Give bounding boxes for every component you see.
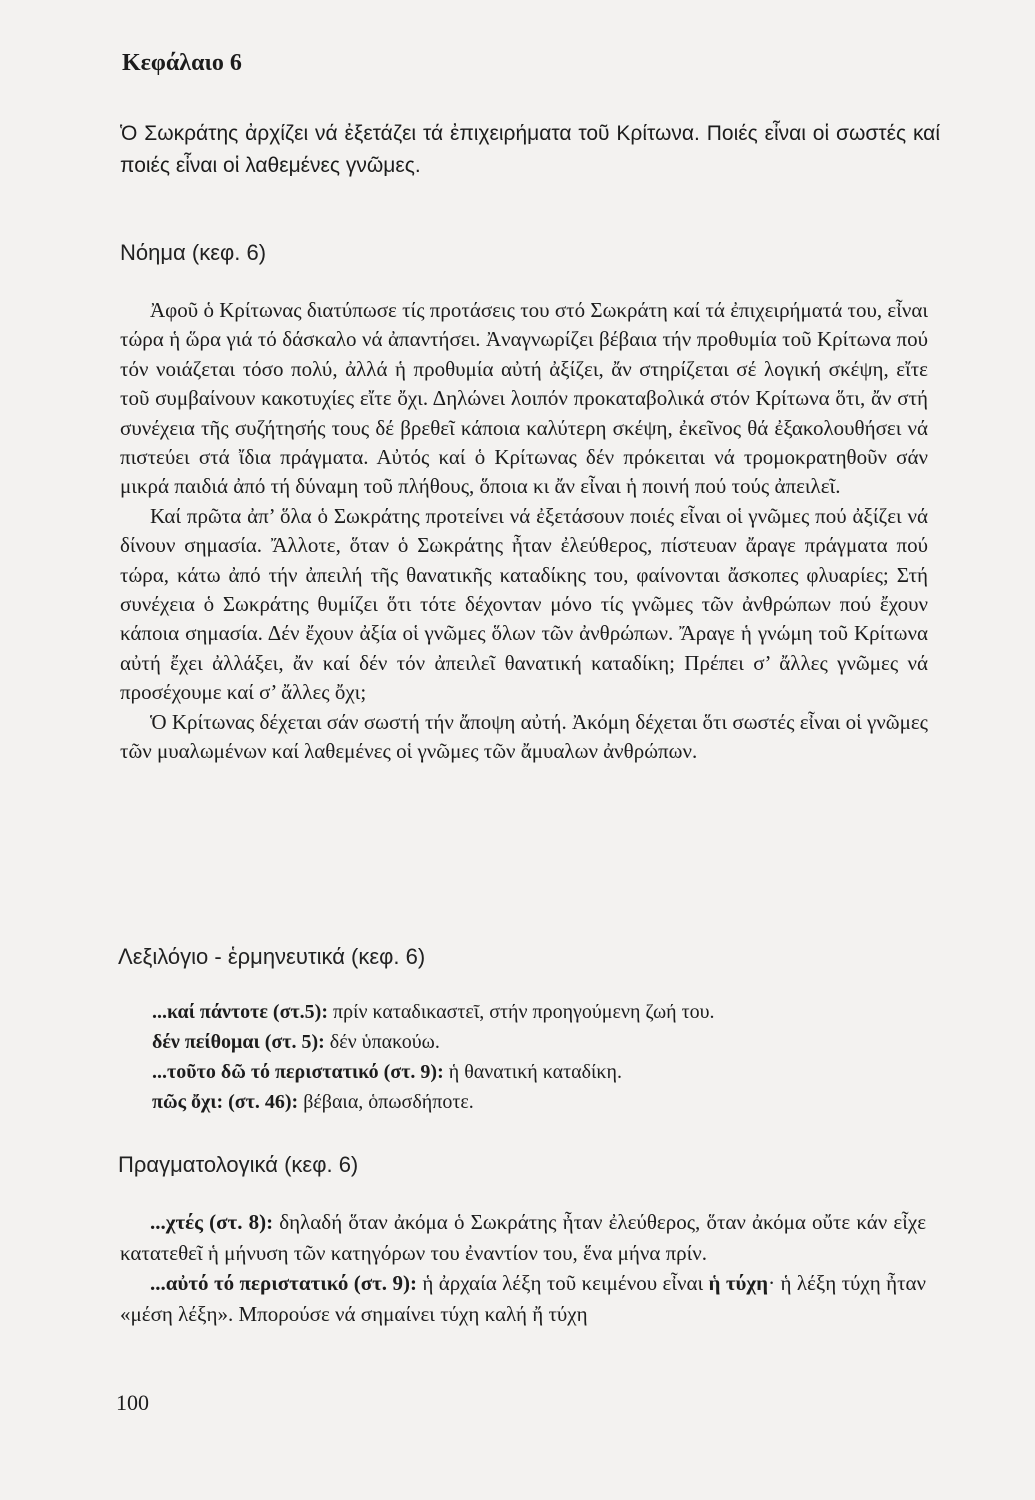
glossary-definition: βέβαια, ὁπωσδήποτε.	[303, 1091, 474, 1113]
glossary-term: ...καί πάντοτε (στ.5):	[152, 1001, 329, 1023]
facts-item	[120, 1268, 926, 1329]
glossary-term: πῶς ὄχι: (στ. 46):	[152, 1091, 299, 1113]
glossary-term: ...τοῦτο δῶ τό περιστατικό (στ. 9):	[152, 1061, 444, 1083]
facts-definition: δηλαδή ὅταν ἀκόμα ὁ Σωκράτης ἦταν ἐλεύθερος, ὅταν ἀκόμα οὔτε κάν εἶχε κατατεθεῖ ἡ μήνυση τῶν κατηγόρων του ἐναντίον του, ἕνα μήνα πρίν.	[120, 1210, 927, 1265]
facts-item	[120, 1207, 926, 1268]
meaning-paragraph: Ὁ Κρίτωνας δέχεται σάν σωστή τήν ἄποψη αὐτή. Ἀκόμη δέχεται ὅτι σωστές εἶναι οἱ γνῶμες τῶν μυαλωμένων καί λαθεμένες οἱ γνῶμες τῶν ἄμυαλων ἀνθρώπων.	[120, 709, 928, 764]
facts-continuation: · ἡ λέξη τύχη ἦταν «μέση λέξη». Μπορούσε νά σημαίνει τύχη καλή ἤ τύχη	[120, 1271, 927, 1326]
facts-term: ...αὐτό τό περιστατικό (στ. 9):	[150, 1271, 417, 1295]
facts-term: ...χτές (στ. 8):	[150, 1210, 274, 1234]
page-number: 100	[116, 1390, 149, 1415]
chapter-heading: Κεφάλαιο 6	[122, 50, 242, 76]
meaning-heading: Νόημα (κεφ. 6)	[120, 240, 267, 265]
facts-section	[120, 1207, 926, 1329]
meaning-paragraph: Καί πρῶτα ἀπ’ ὅλα ὁ Σωκράτης προτείνει νά ἐξετάσουν ποιές εἶναι οἱ γνῶμες πού ἀξίζει νά δίνουν σημασία. Ἄλλοτε, ὅταν ὁ Σωκράτης ἦταν ἐλεύθερος, πίστευαν ἄραγε πράγματα πού τώρα, κάτω ἀπό τήν ἀπειλή τῆς θανατικῆς καταδίκης του, φαίνονται ἄσκοπες φλυαρίες; Στή συνέχεια ὁ Σωκράτης θυμίζει ὅτι τότε δέχονταν μόνο τίς γνῶμες τῶν ἀνθρώπων πού ἔχουν κάποια σημασία. Δέν ἔχουν ἀξία οἱ γνῶμες ὅλων τῶν ἀνθρώπων. Ἄραγε ἡ γνώμη τοῦ Κρίτωνα αὐτή ἔχει ἀλλάξει, ἄν καί δέν τόν ἀπειλεῖ θανατική καταδίκη; Πρέπει σ’ ἄλλες γνῶμες νά προσέχουμε καί σ’ ἄλλες ὄχι;	[120, 503, 928, 705]
glossary-item	[152, 1027, 942, 1057]
facts-emphasis: ἡ τύχη	[708, 1271, 769, 1295]
chapter-summary: Ὁ Σωκράτης ἀρχίζει νά ἐξετάζει τά ἐπιχειρήματα τοῦ Κρίτωνα. Ποιές εἶναι οἱ σωστές καί ποιές εἶναι οἱ λαθεμένες γνῶμες.	[120, 122, 940, 177]
facts-definition: ἡ ἀρχαία λέξη τοῦ κειμένου εἶναι	[422, 1271, 704, 1295]
glossary-definition: πρίν καταδικαστεῖ, στήν προηγούμενη ζωή του.	[333, 1001, 715, 1023]
glossary-item	[152, 997, 942, 1027]
meaning-section	[120, 296, 928, 767]
glossary-heading: Λεξιλόγιο - ἑρμηνευτικά (κεφ. 6)	[118, 944, 426, 969]
glossary-item	[152, 1087, 942, 1117]
meaning-paragraph: Ἀφοῦ ὁ Κρίτωνας διατύπωσε τίς προτάσεις του στό Σωκράτη καί τά ἐπιχειρήματά του, εἶναι τώρα ἡ ὥρα γιά τό δάσκαλο νά ἀπαντήσει. Ἀναγνωρίζει βέβαια τήν προθυμία τοῦ Κρίτωνα πού τόν νοιάζεται τόσο πολύ, ἀλλά ἡ προθυμία αὐτή ἀξίζει, ἄν στηρίζεται σέ λογική σκέψη, εἴτε τοῦ συμβαίνουν κακοτυχίες εἴτε ὄχι. Δηλώνει λοιπόν προκαταβολικά στόν Κρίτωνα ὅτι, ἄν στή συνέχεια τῆς συζήτησής τους δέ βρεθεῖ κάποια καλύτερη σκέψη, ἐκεῖνος θά ἐξακολουθήσει νά πιστεύει στά ἴδια πράγματα. Αὐτός καί ὁ Κρίτωνας δέν πρόκειται νά τρομοκρατηθοῦν σάν μικρά παιδιά ἀπό τή δύναμη τοῦ πλήθους, ὅποια κι ἄν εἶναι ἡ ποινή πού τούς ἀπειλεῖ.	[120, 298, 928, 499]
glossary-list	[152, 997, 942, 1117]
glossary-definition: δέν ὑπακούω.	[329, 1031, 440, 1053]
facts-heading: Πραγματολογικά (κεφ. 6)	[118, 1152, 359, 1177]
glossary-definition: ἡ θανατική καταδίκη.	[448, 1061, 622, 1083]
glossary-term: δέν πείθομαι (στ. 5):	[152, 1031, 325, 1053]
glossary-item	[152, 1057, 942, 1087]
